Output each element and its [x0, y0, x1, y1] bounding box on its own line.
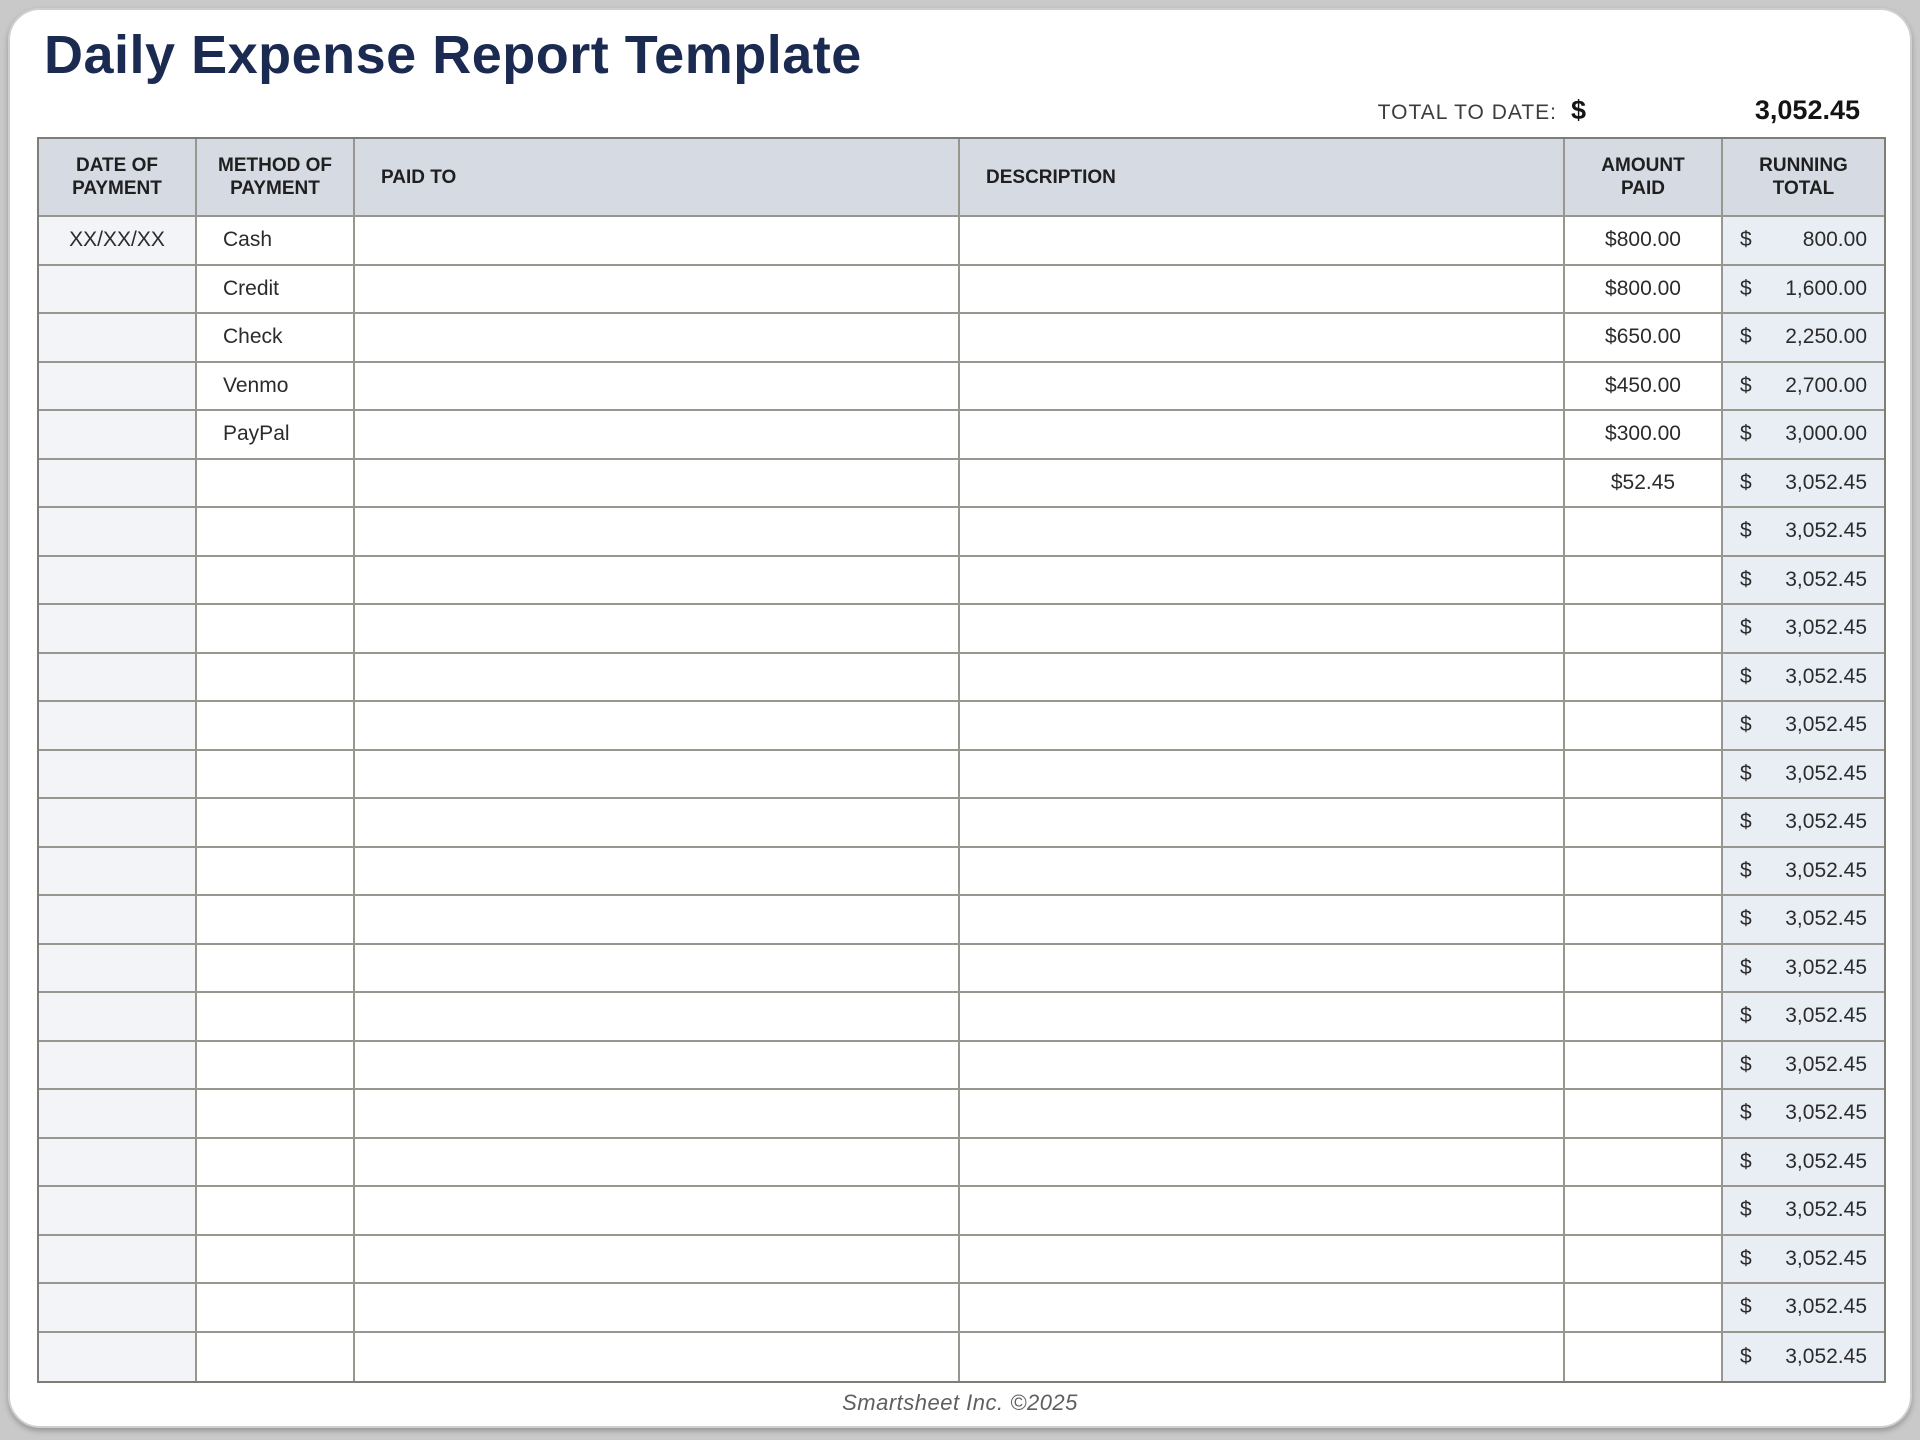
cell-method-of-payment[interactable] — [197, 1333, 355, 1382]
cell-method-of-payment[interactable]: Credit — [197, 266, 355, 315]
cell-running-total[interactable] — [1723, 848, 1884, 897]
cell-method-of-payment[interactable] — [197, 702, 355, 751]
cell-description[interactable] — [960, 654, 1565, 703]
cell-amount-paid[interactable] — [1565, 1187, 1723, 1236]
running-total-currency: $ — [1740, 1149, 1752, 1173]
cell-running-total[interactable] — [1723, 751, 1884, 800]
running-total-value: 3,052.45 — [1785, 810, 1867, 834]
cell-date-of-payment[interactable] — [39, 896, 197, 945]
cell-description[interactable] — [960, 266, 1565, 315]
cell-date-of-payment[interactable] — [39, 945, 197, 994]
table-row — [39, 896, 1884, 945]
cell-paid-to[interactable] — [355, 314, 960, 363]
cell-description[interactable] — [960, 508, 1565, 557]
table-row — [39, 993, 1884, 1042]
cell-paid-to[interactable] — [355, 896, 960, 945]
cell-paid-to[interactable] — [355, 848, 960, 897]
table-header-row — [39, 139, 1884, 217]
cell-paid-to[interactable] — [355, 411, 960, 460]
cell-running-total[interactable] — [1723, 654, 1884, 703]
running-total-value: 1,600.00 — [1785, 276, 1867, 300]
cell-amount-paid[interactable]: $650.00 — [1565, 314, 1723, 363]
page-title: Daily Expense Report Template — [44, 25, 862, 85]
cell-amount-paid[interactable] — [1565, 1042, 1723, 1091]
cell-method-of-payment[interactable]: Cash — [197, 217, 355, 266]
table-row — [39, 363, 1884, 412]
table-row — [39, 1042, 1884, 1091]
cell-running-total[interactable] — [1723, 411, 1884, 460]
expense-table — [37, 137, 1886, 1383]
running-total-value: 2,250.00 — [1785, 325, 1867, 349]
cell-method-of-payment[interactable]: Venmo — [197, 363, 355, 412]
cell-paid-to[interactable] — [355, 993, 960, 1042]
table-row — [39, 314, 1884, 363]
cell-running-total[interactable] — [1723, 363, 1884, 412]
running-total-value: 3,052.45 — [1785, 761, 1867, 785]
cell-amount-paid[interactable] — [1565, 1333, 1723, 1382]
cell-paid-to[interactable] — [355, 1187, 960, 1236]
cell-description[interactable] — [960, 1284, 1565, 1333]
table-row — [39, 605, 1884, 654]
running-total-value: 3,052.45 — [1785, 1246, 1867, 1270]
running-total-value: 3,052.45 — [1785, 955, 1867, 979]
running-total-value: 3,052.45 — [1785, 567, 1867, 591]
table-row — [39, 945, 1884, 994]
cell-method-of-payment[interactable] — [197, 751, 355, 800]
cell-description[interactable] — [960, 799, 1565, 848]
cell-paid-to[interactable] — [355, 751, 960, 800]
cell-running-total[interactable] — [1723, 557, 1884, 606]
running-total-value: 800.00 — [1802, 228, 1867, 252]
total-to-date-value: 3,052.45 — [1754, 95, 1860, 125]
running-total-value: 3,052.45 — [1785, 1149, 1867, 1173]
cell-date-of-payment[interactable] — [39, 702, 197, 751]
running-total-currency: $ — [1740, 1246, 1752, 1270]
cell-date-of-payment[interactable] — [39, 411, 197, 460]
cell-amount-paid[interactable] — [1565, 1090, 1723, 1139]
cell-description[interactable] — [960, 1236, 1565, 1285]
cell-paid-to[interactable] — [355, 1042, 960, 1091]
running-total-currency: $ — [1740, 810, 1752, 834]
running-total-value: 3,052.45 — [1785, 907, 1867, 931]
cell-method-of-payment[interactable] — [197, 1284, 355, 1333]
cell-paid-to[interactable] — [355, 508, 960, 557]
column-header-amount-paid: AMOUNT PAID — [1565, 139, 1723, 217]
cell-date-of-payment[interactable] — [39, 993, 197, 1042]
running-total-currency: $ — [1740, 422, 1752, 446]
table-body — [39, 217, 1884, 1381]
cell-amount-paid[interactable] — [1565, 654, 1723, 703]
cell-amount-paid[interactable] — [1565, 945, 1723, 994]
table-row — [39, 848, 1884, 897]
cell-date-of-payment[interactable] — [39, 848, 197, 897]
table-row — [39, 1236, 1884, 1285]
table-row — [39, 411, 1884, 460]
column-header-running-total: RUNNING TOTAL — [1723, 139, 1884, 217]
cell-method-of-payment[interactable] — [197, 896, 355, 945]
cell-running-total[interactable] — [1723, 896, 1884, 945]
table-row — [39, 557, 1884, 606]
table-row — [39, 1284, 1884, 1333]
running-total-value: 3,052.45 — [1785, 664, 1867, 688]
cell-method-of-payment[interactable] — [197, 1187, 355, 1236]
cell-method-of-payment[interactable] — [197, 799, 355, 848]
cell-paid-to[interactable] — [355, 945, 960, 994]
table-row — [39, 508, 1884, 557]
running-total-value: 3,052.45 — [1785, 1052, 1867, 1076]
cell-date-of-payment[interactable] — [39, 1042, 197, 1091]
running-total-value: 3,052.45 — [1785, 1198, 1867, 1222]
running-total-value: 2,700.00 — [1785, 373, 1867, 397]
cell-running-total[interactable] — [1723, 702, 1884, 751]
column-header-paid-to: PAID TO — [355, 139, 960, 217]
cell-paid-to[interactable] — [355, 217, 960, 266]
cell-method-of-payment[interactable]: PayPal — [197, 411, 355, 460]
cell-paid-to[interactable] — [355, 460, 960, 509]
running-total-currency: $ — [1740, 276, 1752, 300]
cell-description[interactable] — [960, 751, 1565, 800]
cell-method-of-payment[interactable] — [197, 557, 355, 606]
cell-description[interactable] — [960, 363, 1565, 412]
running-total-currency: $ — [1740, 1101, 1752, 1125]
cell-paid-to[interactable] — [355, 799, 960, 848]
running-total-currency: $ — [1740, 1198, 1752, 1222]
cell-method-of-payment[interactable] — [197, 1090, 355, 1139]
total-to-date-label: TOTAL TO DATE: — [1377, 101, 1557, 124]
cell-description[interactable] — [960, 460, 1565, 509]
table-row — [39, 1090, 1884, 1139]
table-row — [39, 751, 1884, 800]
cell-date-of-payment[interactable]: XX/XX/XX — [39, 217, 197, 266]
table-row — [39, 1139, 1884, 1188]
cell-paid-to[interactable] — [355, 654, 960, 703]
cell-amount-paid[interactable] — [1565, 702, 1723, 751]
cell-date-of-payment[interactable] — [39, 1284, 197, 1333]
cell-running-total[interactable] — [1723, 1187, 1884, 1236]
cell-amount-paid[interactable] — [1565, 751, 1723, 800]
cell-date-of-payment[interactable] — [39, 1090, 197, 1139]
cell-description[interactable] — [960, 945, 1565, 994]
cell-description[interactable] — [960, 557, 1565, 606]
cell-method-of-payment[interactable] — [197, 1236, 355, 1285]
table-row — [39, 1333, 1884, 1382]
cell-amount-paid[interactable] — [1565, 848, 1723, 897]
cell-paid-to[interactable] — [355, 1333, 960, 1382]
cell-amount-paid[interactable] — [1565, 605, 1723, 654]
cell-amount-paid[interactable] — [1565, 1284, 1723, 1333]
running-total-value: 3,052.45 — [1785, 1004, 1867, 1028]
cell-amount-paid[interactable] — [1565, 993, 1723, 1042]
cell-date-of-payment[interactable] — [39, 751, 197, 800]
cell-amount-paid[interactable]: $300.00 — [1565, 411, 1723, 460]
cell-paid-to[interactable] — [355, 1139, 960, 1188]
running-total-currency: $ — [1740, 955, 1752, 979]
cell-amount-paid[interactable]: $450.00 — [1565, 363, 1723, 412]
running-total-currency: $ — [1740, 470, 1752, 494]
table-row — [39, 266, 1884, 315]
running-total-currency: $ — [1740, 907, 1752, 931]
cell-date-of-payment[interactable] — [39, 1333, 197, 1382]
cell-description[interactable] — [960, 1139, 1565, 1188]
cell-amount-paid[interactable] — [1565, 1236, 1723, 1285]
running-total-value: 3,052.45 — [1785, 1344, 1867, 1368]
cell-date-of-payment[interactable] — [39, 605, 197, 654]
running-total-value: 3,052.45 — [1785, 616, 1867, 640]
running-total-currency: $ — [1740, 761, 1752, 785]
cell-description[interactable] — [960, 702, 1565, 751]
cell-method-of-payment[interactable] — [197, 508, 355, 557]
running-total-currency: $ — [1740, 1004, 1752, 1028]
table-row — [39, 799, 1884, 848]
cell-description[interactable] — [960, 848, 1565, 897]
cell-amount-paid[interactable] — [1565, 896, 1723, 945]
cell-running-total[interactable] — [1723, 1090, 1884, 1139]
running-total-currency: $ — [1740, 858, 1752, 882]
cell-running-total[interactable] — [1723, 460, 1884, 509]
cell-running-total[interactable] — [1723, 217, 1884, 266]
running-total-currency: $ — [1740, 228, 1752, 252]
cell-paid-to[interactable] — [355, 1284, 960, 1333]
table-row — [39, 654, 1884, 703]
cell-running-total[interactable] — [1723, 314, 1884, 363]
cell-paid-to[interactable] — [355, 1090, 960, 1139]
running-total-currency: $ — [1740, 1295, 1752, 1319]
running-total-value: 3,052.45 — [1785, 1101, 1867, 1125]
running-total-currency: $ — [1740, 373, 1752, 397]
table-row — [39, 702, 1884, 751]
cell-paid-to[interactable] — [355, 266, 960, 315]
cell-paid-to[interactable] — [355, 702, 960, 751]
cell-description[interactable] — [960, 605, 1565, 654]
cell-amount-paid[interactable]: $800.00 — [1565, 266, 1723, 315]
cell-running-total[interactable] — [1723, 1333, 1884, 1382]
footer-credit: Smartsheet Inc. ©2025 — [842, 1390, 1078, 1415]
cell-description[interactable] — [960, 217, 1565, 266]
cell-description[interactable] — [960, 1042, 1565, 1091]
cell-description[interactable] — [960, 993, 1565, 1042]
cell-method-of-payment[interactable] — [197, 1139, 355, 1188]
running-total-value: 3,052.45 — [1785, 858, 1867, 882]
cell-description[interactable] — [960, 896, 1565, 945]
cell-amount-paid[interactable]: $52.45 — [1565, 460, 1723, 509]
cell-date-of-payment[interactable] — [39, 363, 197, 412]
cell-method-of-payment[interactable] — [197, 848, 355, 897]
cell-amount-paid[interactable] — [1565, 508, 1723, 557]
table-row — [39, 217, 1884, 266]
cell-running-total[interactable] — [1723, 945, 1884, 994]
cell-date-of-payment[interactable] — [39, 1139, 197, 1188]
cell-paid-to[interactable] — [355, 363, 960, 412]
cell-running-total[interactable] — [1723, 993, 1884, 1042]
cell-paid-to[interactable] — [355, 557, 960, 606]
table-row — [39, 1187, 1884, 1236]
cell-running-total[interactable] — [1723, 605, 1884, 654]
running-total-currency: $ — [1740, 1052, 1752, 1076]
cell-date-of-payment[interactable] — [39, 799, 197, 848]
column-header-description: DESCRIPTION — [960, 139, 1565, 217]
cell-amount-paid[interactable]: $800.00 — [1565, 217, 1723, 266]
cell-date-of-payment[interactable] — [39, 314, 197, 363]
cell-running-total[interactable] — [1723, 508, 1884, 557]
cell-method-of-payment[interactable] — [197, 605, 355, 654]
cell-date-of-payment[interactable] — [39, 1236, 197, 1285]
running-total-value: 3,000.00 — [1785, 422, 1867, 446]
cell-method-of-payment[interactable] — [197, 1042, 355, 1091]
cell-running-total[interactable] — [1723, 1284, 1884, 1333]
cell-date-of-payment[interactable] — [39, 460, 197, 509]
cell-date-of-payment[interactable] — [39, 1187, 197, 1236]
cell-date-of-payment[interactable] — [39, 266, 197, 315]
column-header-method-of-payment: METHOD OF PAYMENT — [197, 139, 355, 217]
cell-running-total[interactable] — [1723, 266, 1884, 315]
cell-amount-paid[interactable] — [1565, 799, 1723, 848]
cell-method-of-payment[interactable] — [197, 993, 355, 1042]
cell-running-total[interactable] — [1723, 1042, 1884, 1091]
cell-date-of-payment[interactable] — [39, 654, 197, 703]
running-total-currency: $ — [1740, 567, 1752, 591]
running-total-value: 3,052.45 — [1785, 470, 1867, 494]
running-total-currency: $ — [1740, 519, 1752, 543]
running-total-value: 3,052.45 — [1785, 1295, 1867, 1319]
running-total-currency: $ — [1740, 664, 1752, 688]
cell-description[interactable] — [960, 411, 1565, 460]
cell-amount-paid[interactable] — [1565, 1139, 1723, 1188]
cell-method-of-payment[interactable]: Check — [197, 314, 355, 363]
cell-description[interactable] — [960, 1090, 1565, 1139]
cell-amount-paid[interactable] — [1565, 557, 1723, 606]
cell-date-of-payment[interactable] — [39, 557, 197, 606]
cell-paid-to[interactable] — [355, 605, 960, 654]
cell-description[interactable] — [960, 314, 1565, 363]
running-total-currency: $ — [1740, 616, 1752, 640]
cell-method-of-payment[interactable] — [197, 945, 355, 994]
cell-description[interactable] — [960, 1187, 1565, 1236]
column-header-date-of-payment: DATE OF PAYMENT — [39, 139, 197, 217]
cell-description[interactable] — [960, 1333, 1565, 1382]
cell-running-total[interactable] — [1723, 1236, 1884, 1285]
running-total-currency: $ — [1740, 1344, 1752, 1368]
running-total-currency: $ — [1740, 325, 1752, 349]
cell-running-total[interactable] — [1723, 1139, 1884, 1188]
cell-date-of-payment[interactable] — [39, 508, 197, 557]
cell-running-total[interactable] — [1723, 799, 1884, 848]
cell-method-of-payment[interactable] — [197, 654, 355, 703]
cell-paid-to[interactable] — [355, 1236, 960, 1285]
running-total-value: 3,052.45 — [1785, 713, 1867, 737]
running-total-currency: $ — [1740, 713, 1752, 737]
cell-method-of-payment[interactable] — [197, 460, 355, 509]
running-total-value: 3,052.45 — [1785, 519, 1867, 543]
table-row — [39, 460, 1884, 509]
total-to-date-currency: $ — [1571, 95, 1587, 125]
